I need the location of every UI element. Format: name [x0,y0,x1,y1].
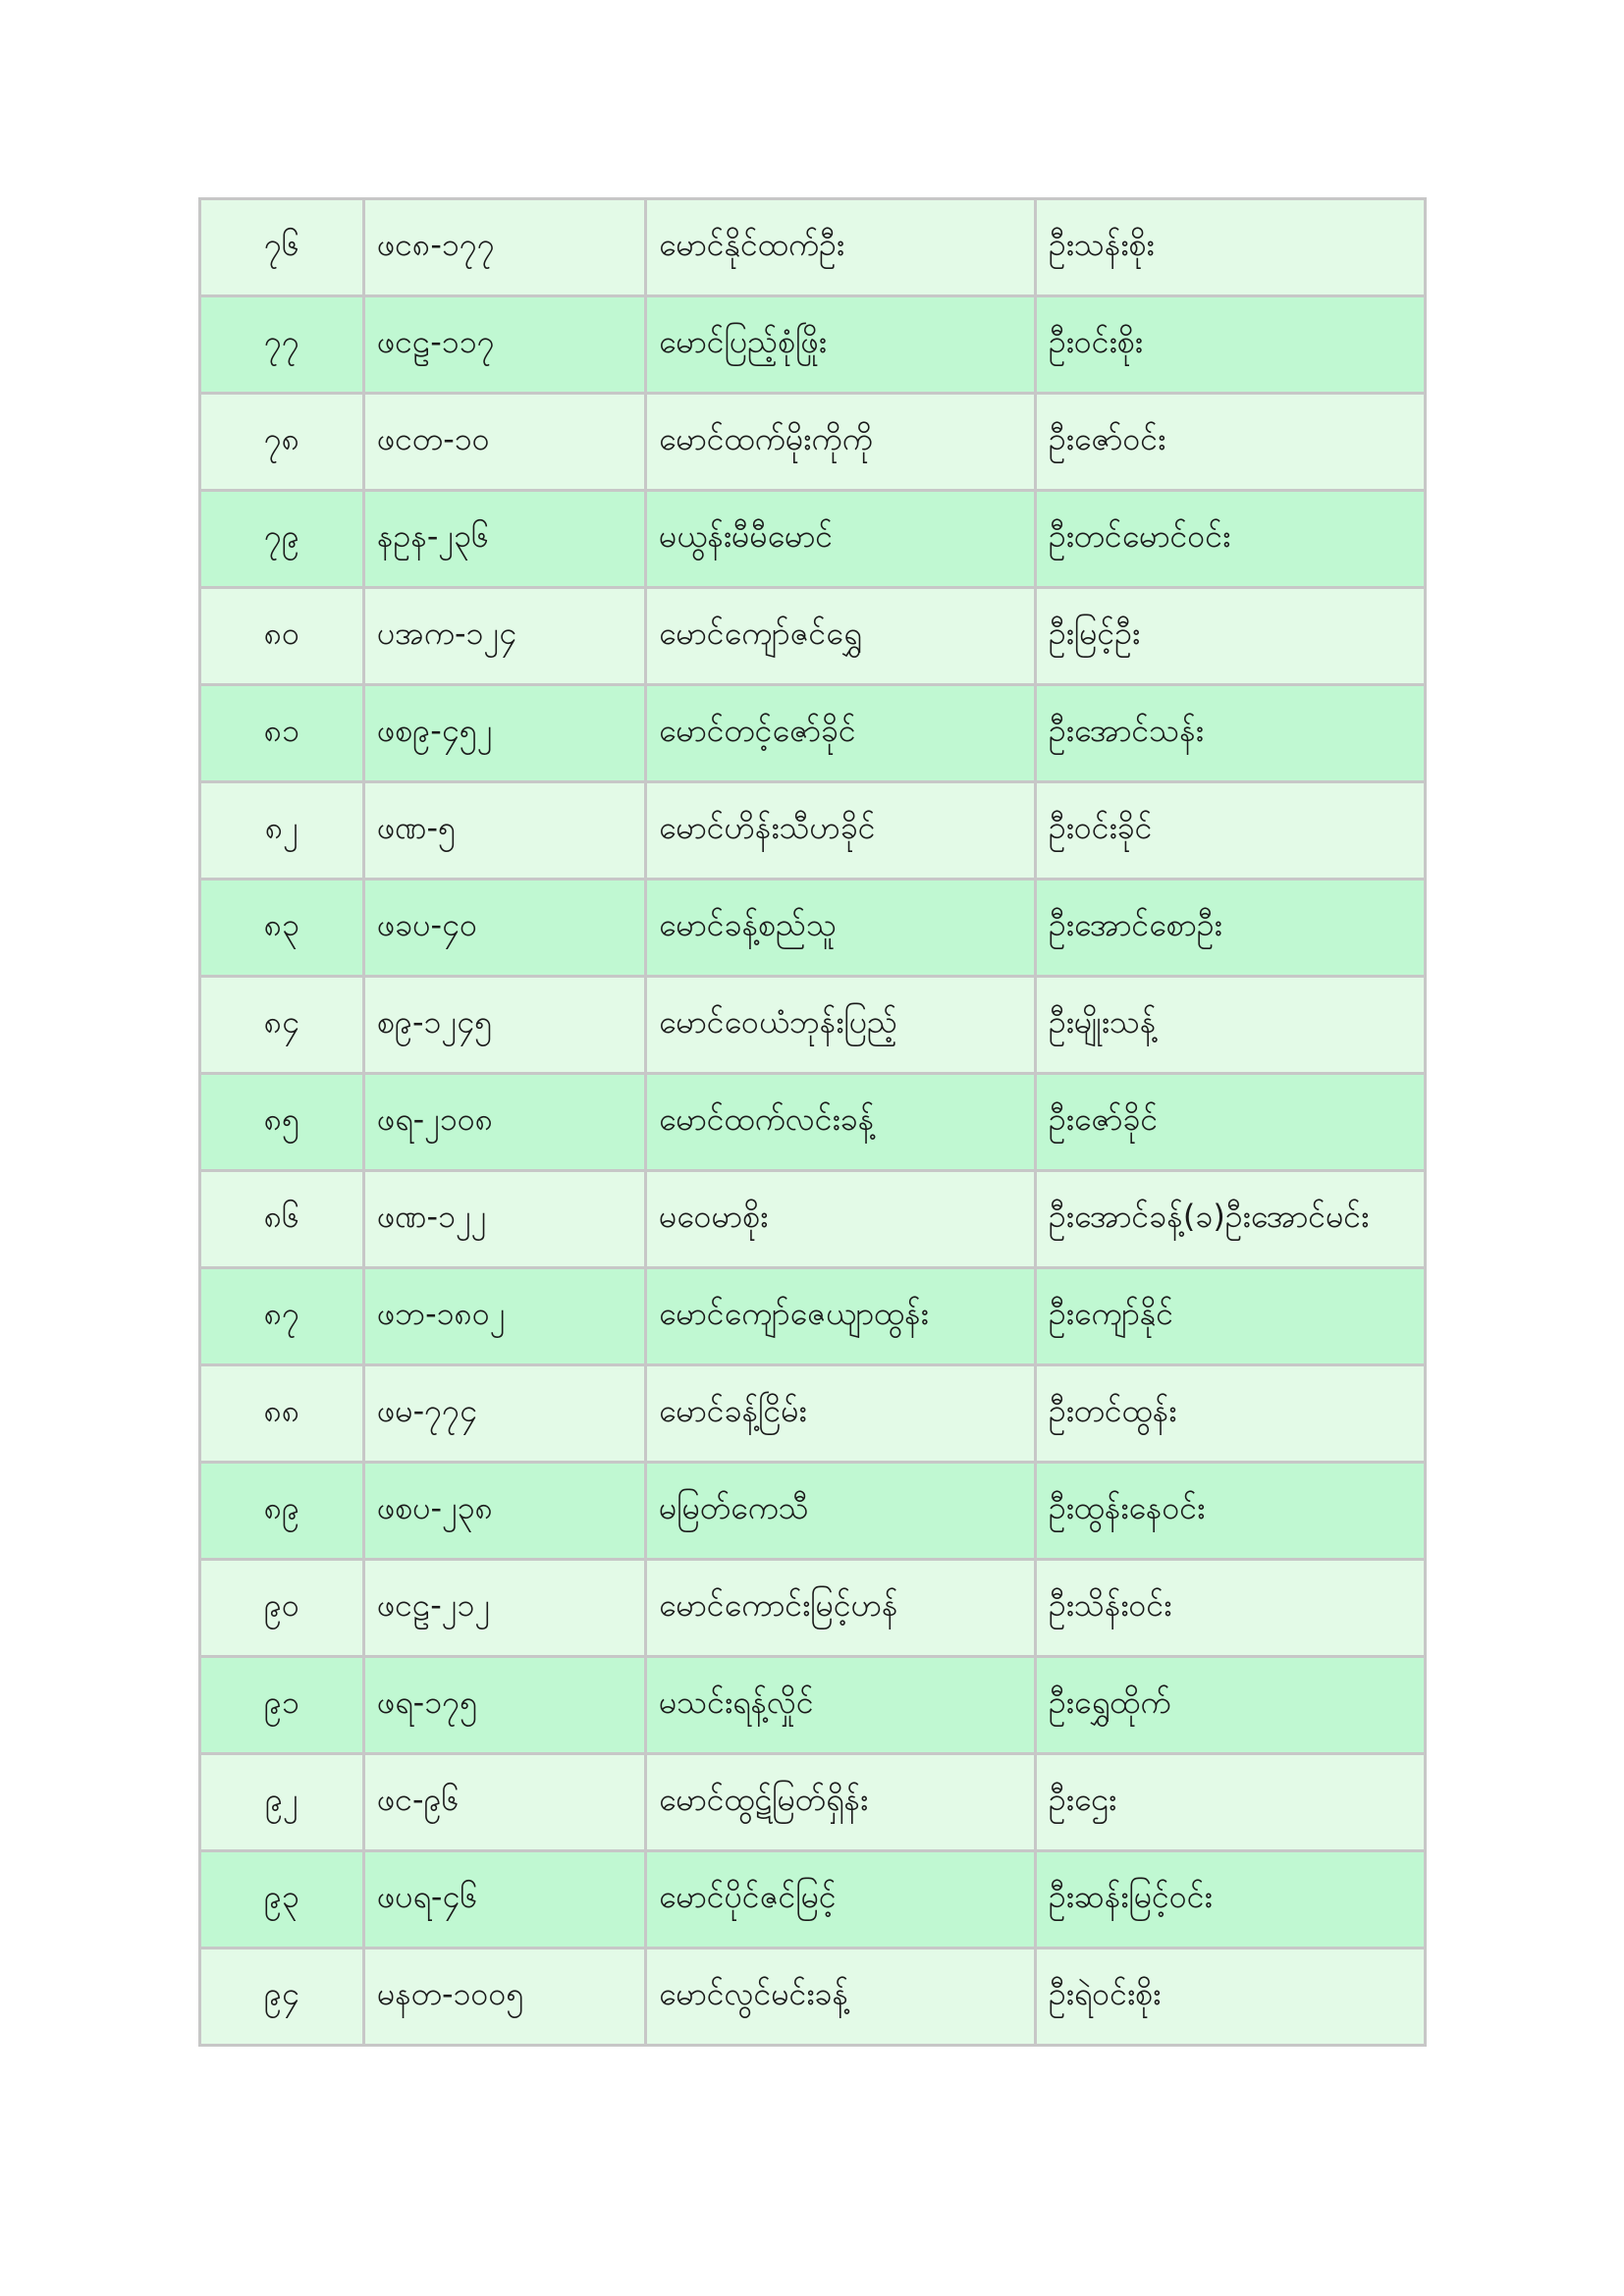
row-number-cell: ၈၆ [200,1171,364,1268]
row-number-cell: ၈၈ [200,1365,364,1463]
student-name-cell: မမြတ်ကေသီ [646,1463,1036,1560]
table-row [200,1851,1426,1949]
row-number-cell: ၈၅ [200,1074,364,1171]
row-number-cell: ၈၄ [200,977,364,1074]
row-number-cell: ၇၈ [200,394,364,491]
table-row [200,977,1426,1074]
parent-name-cell: ဦးဇော်ဝင်း [1036,394,1426,491]
table-row [200,296,1426,394]
parent-name-cell: ဦးမြင့်ဦး [1036,588,1426,685]
table-row [200,491,1426,588]
parent-name-cell: ဦးအောင်ခန့်(ခ)ဦးအောင်မင်း [1036,1171,1426,1268]
row-number-cell: ၉၃ [200,1851,364,1949]
registration-id-cell: ဖင၈-၁၇၇ [364,199,646,296]
registration-id-cell: ဖငဠ-၂၁၂ [364,1560,646,1657]
student-name-cell: မသင်းရန့်လှိုင် [646,1657,1036,1754]
registration-id-cell: ဖပရ-၄၆ [364,1851,646,1949]
student-name-cell: မယွန်းမီမီမောင် [646,491,1036,588]
parent-name-cell: ဦးဆန်းမြင့်ဝင်း [1036,1851,1426,1949]
student-name-cell: မဝေမာစိုး [646,1171,1036,1268]
parent-name-cell: ဦးမျိုးသန့် [1036,977,1426,1074]
student-name-cell: မောင်ခန့်ငြိမ်း [646,1365,1036,1463]
table-row [200,1074,1426,1171]
table-row [200,782,1426,880]
registration-id-cell: ဖမ-၇၇၄ [364,1365,646,1463]
table-row [200,1365,1426,1463]
table-row [200,394,1426,491]
registration-id-cell: ဖင-၉၆ [364,1754,646,1851]
registration-id-cell: စ၉-၁၂၄၅ [364,977,646,1074]
student-name-cell: မောင်ကျော်ဇင်ရွှေ [646,588,1036,685]
table-row [200,1657,1426,1754]
table-row [200,1171,1426,1268]
student-name-cell: မောင်နိုင်ထက်ဦး [646,199,1036,296]
table-row [200,199,1426,296]
registration-id-cell: ဖခပ-၄၀ [364,880,646,977]
parent-name-cell: ဦးဝင်းခိုင် [1036,782,1426,880]
table-row [200,1268,1426,1365]
student-name-cell: မောင်ခန့်စည်သူ [646,880,1036,977]
registration-id-cell: နဥန-၂၃၆ [364,491,646,588]
student-name-cell: မောင်ဝေယံဘုန်းပြည့် [646,977,1036,1074]
row-number-cell: ၈၂ [200,782,364,880]
parent-name-cell: ဦးကျော်နိုင် [1036,1268,1426,1365]
table-row [200,1754,1426,1851]
row-number-cell: ၉၄ [200,1949,364,2046]
parent-name-cell: ဦးသိန်းဝင်း [1036,1560,1426,1657]
row-number-cell: ၇၆ [200,199,364,296]
registration-id-cell: မနတ-၁၀၀၅ [364,1949,646,2046]
student-roster-table [198,197,1427,2047]
table-row [200,1949,1426,2046]
registration-id-cell: ပအက-၁၂၄ [364,588,646,685]
row-number-cell: ၈၃ [200,880,364,977]
student-name-cell: မောင်ထက်မိုးကိုကို [646,394,1036,491]
student-name-cell: မောင်ထက်လင်းခန့် [646,1074,1036,1171]
student-name-cell: မောင်ကောင်းမြင့်ဟန် [646,1560,1036,1657]
registration-id-cell: ဖငတ-၁၀ [364,394,646,491]
table-row [200,880,1426,977]
parent-name-cell: ဦးအောင်စောဦး [1036,880,1426,977]
parent-name-cell: ဦးဇော်ခိုင် [1036,1074,1426,1171]
parent-name-cell: ဦးသန်းစိုး [1036,199,1426,296]
student-name-cell: မောင်ထွဋ်မြတ်ရှိန်း [646,1754,1036,1851]
registration-id-cell: ဖဏ-၅ [364,782,646,880]
parent-name-cell: ဦးအောင်သန်း [1036,685,1426,782]
row-number-cell: ၈၇ [200,1268,364,1365]
row-number-cell: ၇၇ [200,296,364,394]
roster-table-body [200,199,1426,2046]
table-row [200,1560,1426,1657]
row-number-cell: ၈၁ [200,685,364,782]
registration-id-cell: ဖစပ-၂၃၈ [364,1463,646,1560]
registration-id-cell: ဖငဠ-၁၁၇ [364,296,646,394]
row-number-cell: ၉၂ [200,1754,364,1851]
parent-name-cell: ဦးရဲဝင်းစိုး [1036,1949,1426,2046]
student-name-cell: မောင်ကျော်ဇေယျာထွန်း [646,1268,1036,1365]
parent-name-cell: ဦးဝင်းစိုး [1036,296,1426,394]
parent-name-cell: ဦးတင်မောင်ဝင်း [1036,491,1426,588]
registration-id-cell: ဖရ-၁၇၅ [364,1657,646,1754]
row-number-cell: ၇၉ [200,491,364,588]
row-number-cell: ၉၁ [200,1657,364,1754]
registration-id-cell: ဖဏ-၁၂၂ [364,1171,646,1268]
student-name-cell: မောင်ဟိန်းသီဟခိုင် [646,782,1036,880]
table-row [200,588,1426,685]
table-row [200,685,1426,782]
student-name-cell: မောင်တင့်ဇော်ခိုင် [646,685,1036,782]
registration-id-cell: ဖရ-၂၁၀၈ [364,1074,646,1171]
parent-name-cell: ဦးထွန်းနေဝင်း [1036,1463,1426,1560]
row-number-cell: ၉၀ [200,1560,364,1657]
parent-name-cell: ဦးရွှေထိုက် [1036,1657,1426,1754]
student-name-cell: မောင်ပိုင်ဇင်မြင့် [646,1851,1036,1949]
student-name-cell: မောင်လွင်မင်းခန့် [646,1949,1036,2046]
table-row [200,1463,1426,1560]
row-number-cell: ၈၀ [200,588,364,685]
parent-name-cell: ဦးတင်ထွန်း [1036,1365,1426,1463]
parent-name-cell: ဦးဌေး [1036,1754,1426,1851]
registration-id-cell: ဖစ၉-၄၅၂ [364,685,646,782]
row-number-cell: ၈၉ [200,1463,364,1560]
student-name-cell: မောင်ပြည့်စုံဖြိုး [646,296,1036,394]
registration-id-cell: ဖဘ-၁၈၀၂ [364,1268,646,1365]
